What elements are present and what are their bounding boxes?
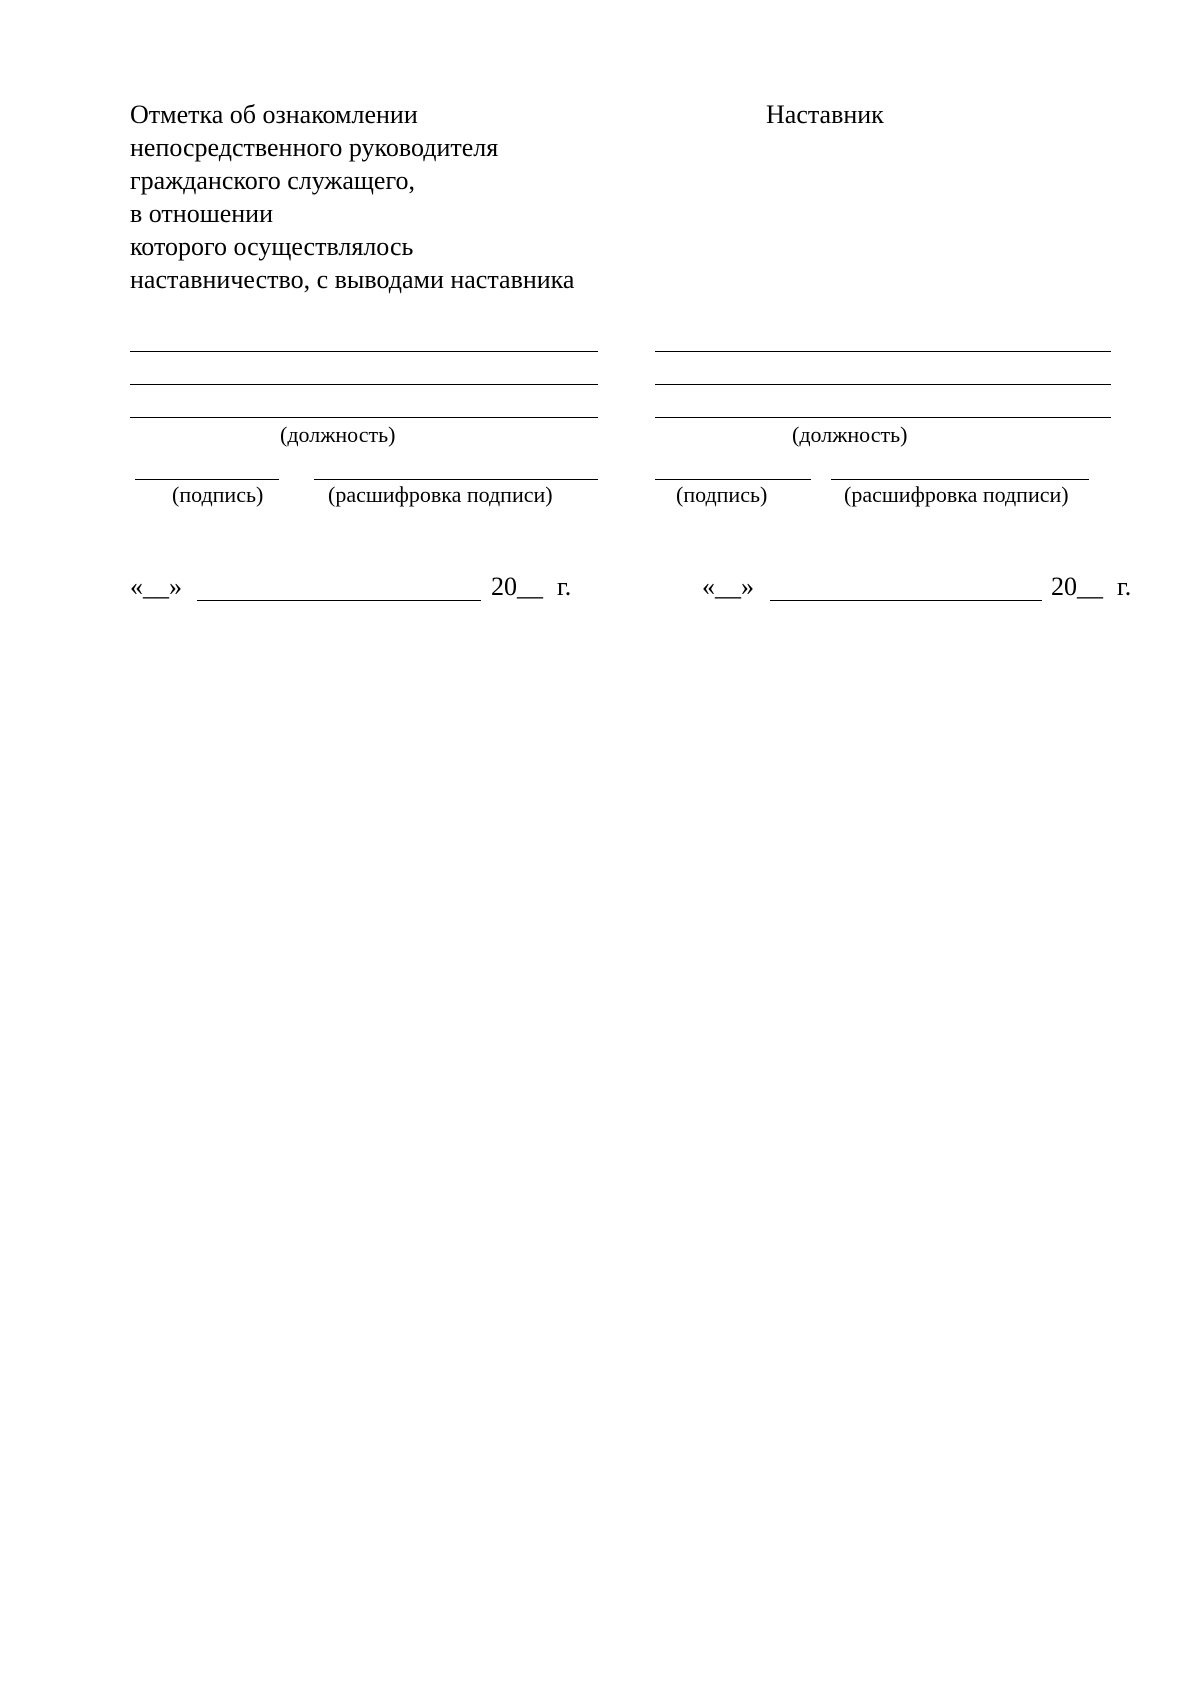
left-date-day: «__» — [130, 572, 182, 601]
left-header-line-3: гражданского служащего, — [130, 166, 415, 195]
left-header-line-2: непосредственного руководителя — [130, 133, 499, 162]
right-date-year: 20__ — [1051, 572, 1103, 601]
left-header-line-1: Отметка об ознакомлении — [130, 100, 418, 129]
left-date-month-line — [197, 600, 481, 601]
left-signature-line — [135, 479, 279, 480]
right-signature-caption: (подпись) — [676, 482, 768, 507]
left-header-line-5: которого осуществлялось — [130, 232, 414, 261]
left-date-year: 20__ — [491, 572, 543, 601]
left-position-caption: (должность) — [280, 422, 396, 447]
right-date-day: «__» — [702, 572, 754, 601]
left-signature-decoding-caption: (расшифровка подписи) — [328, 482, 553, 507]
right-position-caption: (должность) — [792, 422, 908, 447]
right-signature-line — [655, 479, 811, 480]
right-position-line-2 — [655, 384, 1111, 385]
left-signature-caption: (подпись) — [172, 482, 264, 507]
left-date-year-suffix: г. — [557, 572, 572, 601]
right-position-line-3 — [655, 417, 1111, 418]
right-date-year-suffix: г. — [1117, 572, 1132, 601]
left-position-line-1 — [130, 351, 598, 352]
left-signature-decoding-line — [314, 479, 598, 480]
left-header-line-6: наставничество, с выводами наставника — [130, 265, 575, 294]
right-signature-decoding-line — [831, 479, 1089, 480]
right-position-line-1 — [655, 351, 1111, 352]
left-position-line-3 — [130, 417, 598, 418]
left-position-line-2 — [130, 384, 598, 385]
right-date-month-line — [770, 600, 1042, 601]
right-signature-decoding-caption: (расшифровка подписи) — [844, 482, 1069, 507]
left-header-line-4: в отношении — [130, 199, 274, 228]
mentor-title: Наставник — [766, 100, 884, 129]
